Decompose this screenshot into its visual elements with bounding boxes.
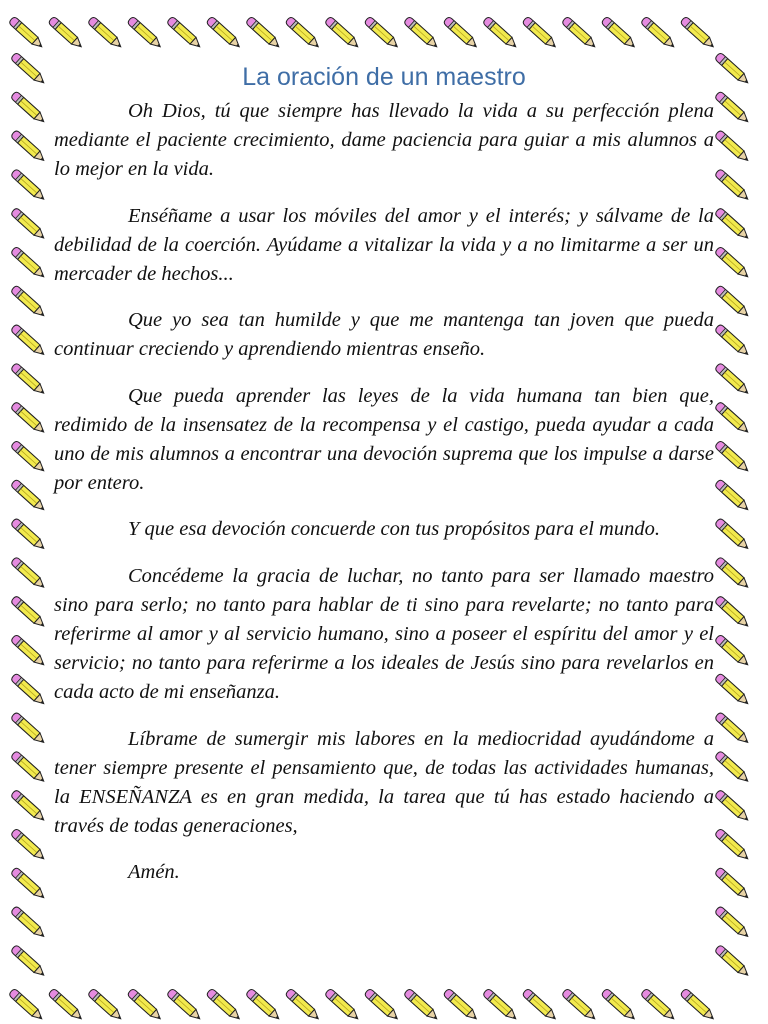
pencil-icon	[714, 479, 750, 513]
pencil-icon	[482, 16, 518, 50]
paragraph-6: Concédeme la gracia de luchar, no tanto para ser llamado maestro sino para serlo; no tanto para hablar de ti sino para revelarte; no tanto para referirme al amor y al servicio humano, sino a poseer el espíritu del amor y el servicio; no tanto para referirme a los ideales de Jesús sino para revelarlos en cada acto de mi enseñanza.	[54, 564, 714, 704]
pencil-icon	[714, 285, 750, 319]
pencil-icon	[245, 16, 281, 50]
page-title: La oración de un maestro	[242, 63, 526, 91]
pencil-icon	[10, 595, 46, 629]
pencil-icon	[324, 988, 360, 1022]
pencil-icon	[364, 16, 400, 50]
pencil-icon	[10, 168, 46, 202]
pencil-icon	[714, 750, 750, 784]
pencil-icon	[714, 440, 750, 474]
pencil-icon	[10, 750, 46, 784]
paragraph-3: Que yo sea tan humilde y que me mantenga tan joven que pueda continuar creciendo y aprendiendo mientras enseño.	[54, 309, 714, 361]
pencil-icon	[87, 988, 123, 1022]
pencil-icon	[714, 52, 750, 86]
pencil-icon	[127, 988, 163, 1022]
pencil-icon	[714, 789, 750, 823]
pencil-icon	[714, 401, 750, 435]
pencil-icon	[714, 556, 750, 590]
pencil-icon	[10, 324, 46, 358]
pencil-icon	[714, 362, 750, 396]
pencil-icon	[714, 207, 750, 241]
pencil-icon	[10, 712, 46, 746]
document-body	[54, 60, 714, 905]
pencil-icon	[48, 16, 84, 50]
pencil-icon	[601, 16, 637, 50]
pencil-icon	[10, 401, 46, 435]
pencil-icon	[324, 16, 360, 50]
pencil-icon	[8, 988, 44, 1022]
pencil-icon	[10, 285, 46, 319]
pencil-icon	[714, 168, 750, 202]
pencil-icon	[10, 556, 46, 590]
pencil-icon	[714, 712, 750, 746]
pencil-icon	[714, 518, 750, 552]
pencil-icon	[680, 988, 716, 1022]
pencil-icon	[285, 988, 321, 1022]
pencil-icon	[680, 16, 716, 50]
pencil-icon	[10, 362, 46, 396]
pencil-icon	[166, 16, 202, 50]
pencil-icon	[127, 16, 163, 50]
pencil-icon	[245, 988, 281, 1022]
pencil-icon	[10, 91, 46, 125]
pencil-icon	[10, 789, 46, 823]
pencil-icon	[714, 130, 750, 164]
pencil-icon	[285, 16, 321, 50]
pencil-icon	[206, 988, 242, 1022]
pencil-icon	[561, 16, 597, 50]
pencil-icon	[522, 16, 558, 50]
pencil-icon	[714, 828, 750, 862]
pencil-icon	[714, 906, 750, 940]
pencil-icon	[640, 988, 676, 1022]
pencil-icon	[10, 944, 46, 978]
pencil-icon	[10, 52, 46, 86]
pencil-icon	[48, 988, 84, 1022]
paragraph-5: Y que esa devoción concuerde con tus propósitos para el mundo.	[128, 518, 660, 541]
pencil-icon	[601, 988, 637, 1022]
pencil-icon	[364, 988, 400, 1022]
paragraph-2: Enséñame a usar los móviles del amor y el interés; y sálvame de la debilidad de la coerción. Ayúdame a vitalizar la vida y a no limitarme a ser un mercader de hechos...	[54, 204, 714, 286]
pencil-icon	[10, 207, 46, 241]
pencil-icon	[714, 944, 750, 978]
paragraph-4: Que pueda aprender las leyes de la vida humana tan bien que, redimido de la insensatez de la recompensa y el castigo, pueda ayudar a cada uno de mis alumnos a encontrar una devoción suprema que los impulse a darse por entero.	[54, 384, 714, 495]
pencil-icon	[522, 988, 558, 1022]
pencil-icon	[443, 16, 479, 50]
pencil-icon	[166, 988, 202, 1022]
pencil-icon	[640, 16, 676, 50]
pencil-icon	[10, 867, 46, 901]
paragraph-1: Oh Dios, tú que siempre has llevado la vida a su perfección plena mediante el paciente crecimiento, dame paciencia para guiar a mis alumnos a lo mejor en la vida.	[54, 100, 714, 181]
pencil-icon	[10, 673, 46, 707]
pencil-icon	[10, 906, 46, 940]
pencil-icon	[714, 324, 750, 358]
pencil-icon	[482, 988, 518, 1022]
pencil-icon	[10, 518, 46, 552]
pencil-icon	[403, 988, 439, 1022]
pencil-icon	[714, 634, 750, 668]
pencil-icon	[10, 479, 46, 513]
pencil-icon	[10, 130, 46, 164]
pencil-icon	[714, 595, 750, 629]
pencil-icon	[561, 988, 597, 1022]
pencil-icon	[714, 673, 750, 707]
pencil-icon	[10, 634, 46, 668]
paragraph-amen: Amén.	[128, 861, 180, 884]
pencil-icon	[8, 16, 44, 50]
pencil-icon	[403, 16, 439, 50]
pencil-icon	[87, 16, 123, 50]
pencil-icon	[206, 16, 242, 50]
pencil-icon	[10, 246, 46, 280]
pencil-icon	[10, 440, 46, 474]
pencil-icon	[10, 828, 46, 862]
paragraph-7: Líbrame de sumergir mis labores en la mediocridad ayudándome a tener siempre presente el pensamiento que, de todas las actividades humanas, la ENSEÑANZA es en gran medida, la tarea que tú has estado haciendo a través de todas generaciones,	[54, 727, 714, 838]
pencil-icon	[714, 867, 750, 901]
pencil-icon	[714, 91, 750, 125]
pencil-icon	[443, 988, 479, 1022]
pencil-icon	[714, 246, 750, 280]
